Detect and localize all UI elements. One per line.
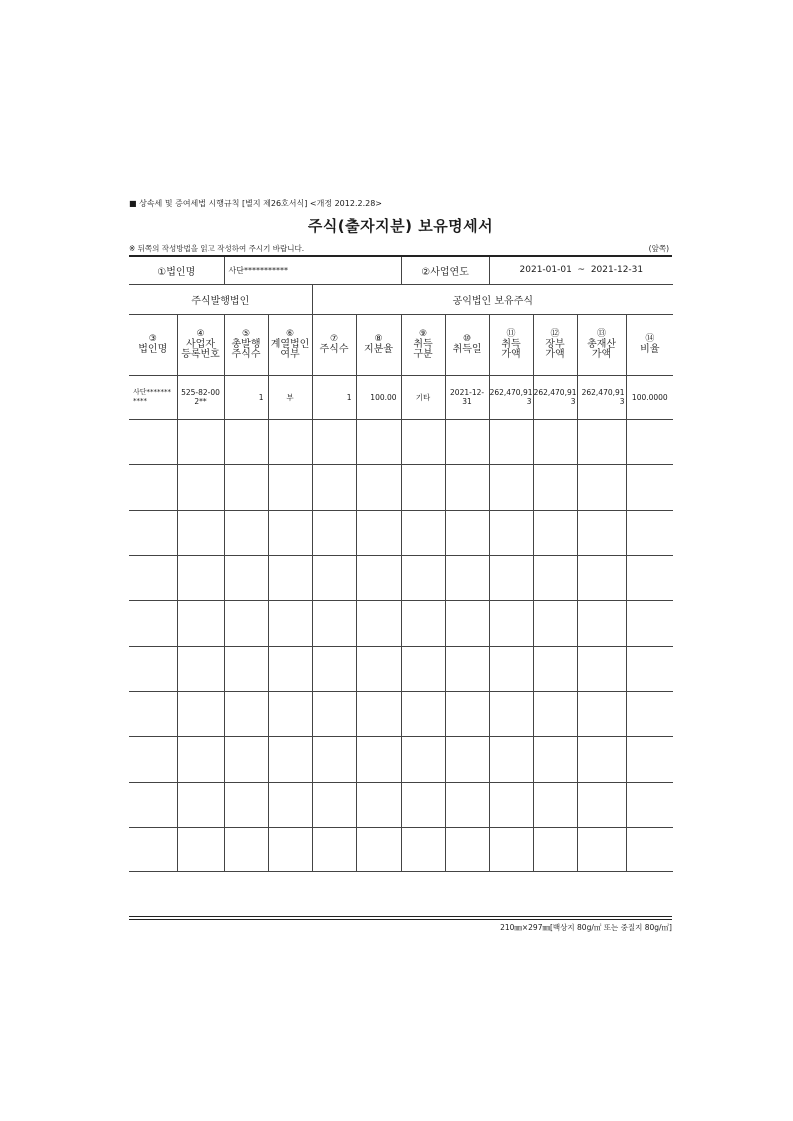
cell-total-shares: 1 [224,375,268,419]
column-header [489,314,533,375]
table-row [129,691,673,736]
table-row [129,555,673,600]
cell-acq-amount: 262,470,91 3 [489,375,533,419]
table-row [129,736,673,782]
column-header [268,314,312,375]
column-number: ⑫ [550,329,560,339]
column-number: ⑦ [329,334,339,344]
paper-spec: 210㎜×297㎜[백상지 80g/㎡ 또는 중질지 80g/㎡] [500,923,672,932]
cell-shares: 1 [312,375,356,419]
table-row [129,600,673,646]
column-label: 계열법인 여부 [270,339,310,360]
column-header [177,314,224,375]
column-number: ⑥ [285,329,295,339]
column-label: 총재산 가액 [587,339,617,360]
table-row [129,782,673,827]
form-rule-reference: ■ 상속세 및 증여세법 시행규칙 [별지 제26호서식] <개정 2012.2.28> [129,199,383,208]
cell-acq-date: 2021-12- 31 [445,375,489,419]
corp-name-value: 사단*********** [224,257,401,284]
bottom-rule-2 [129,919,672,920]
table-row [129,419,673,464]
column-header [533,314,577,375]
corp-name-label: ①법인명 [129,257,224,284]
column-label: 지분율 [364,344,394,355]
column-label: 취득일 [452,344,482,355]
column-number: ⑩ [463,334,472,344]
group-header-row [129,284,673,314]
column-number: ③ [148,334,157,344]
column-label: 비율 [640,344,660,355]
column-header [401,314,445,375]
fiscal-year-label: ②사업연도 [401,257,489,284]
column-label: 사업자 등록번호 [181,339,220,360]
cell-ratio: 100.00 [356,375,401,419]
column-number: ⑭ [645,334,655,344]
column-header [129,314,177,375]
column-number: ⑤ [241,329,251,339]
column-label: 주식수 [319,344,349,355]
cell-affiliate: 부 [268,375,312,419]
issuer-group-header: 주식발행법인 [129,284,312,314]
holdings-table [129,257,673,872]
column-label: 취득 가액 [501,339,521,360]
column-header [224,314,268,375]
column-number: ⑨ [419,329,428,339]
table-row [129,827,673,871]
table-row [129,375,673,419]
page-title: 주식(출자지분) 보유명세서 [307,217,494,235]
column-label: 장부 가액 [545,339,565,360]
column-header [445,314,489,375]
column-number: ⑬ [597,329,607,339]
column-number: ⑪ [506,329,516,339]
cell-corp-name: 사단******* **** [129,375,177,419]
cell-acq-type: 기타 [401,375,445,419]
column-header [577,314,626,375]
corp-info-row [129,257,673,284]
front-side-label: (앞쪽) [648,244,669,253]
column-header [312,314,356,375]
column-header [626,314,673,375]
table-row [129,464,673,510]
cell-biz-no: 525-82-00 2** [177,375,224,419]
column-header-row [129,314,673,375]
table-row [129,510,673,555]
column-header [356,314,401,375]
fiscal-period: 2021-01-01 ~ 2021-12-31 [489,257,673,284]
column-label: 취득 구분 [413,339,433,360]
table-row [129,646,673,691]
column-label: 법인명 [138,344,168,355]
cell-book-value: 262,470,91 3 [533,375,577,419]
column-number: ⑧ [374,334,383,344]
column-number: ④ [196,329,205,339]
column-label: 총발행 주식수 [231,339,261,360]
cell-total-assets: 262,470,91 3 [577,375,626,419]
instruction-notice: ※ 뒤쪽의 작성방법을 읽고 작성하여 주시기 바랍니다. [129,244,305,253]
cell-share-ratio: 100.0000 [626,375,673,419]
bottom-rule-1 [129,916,672,917]
holding-group-header: 공익법인 보유주식 [312,284,673,314]
